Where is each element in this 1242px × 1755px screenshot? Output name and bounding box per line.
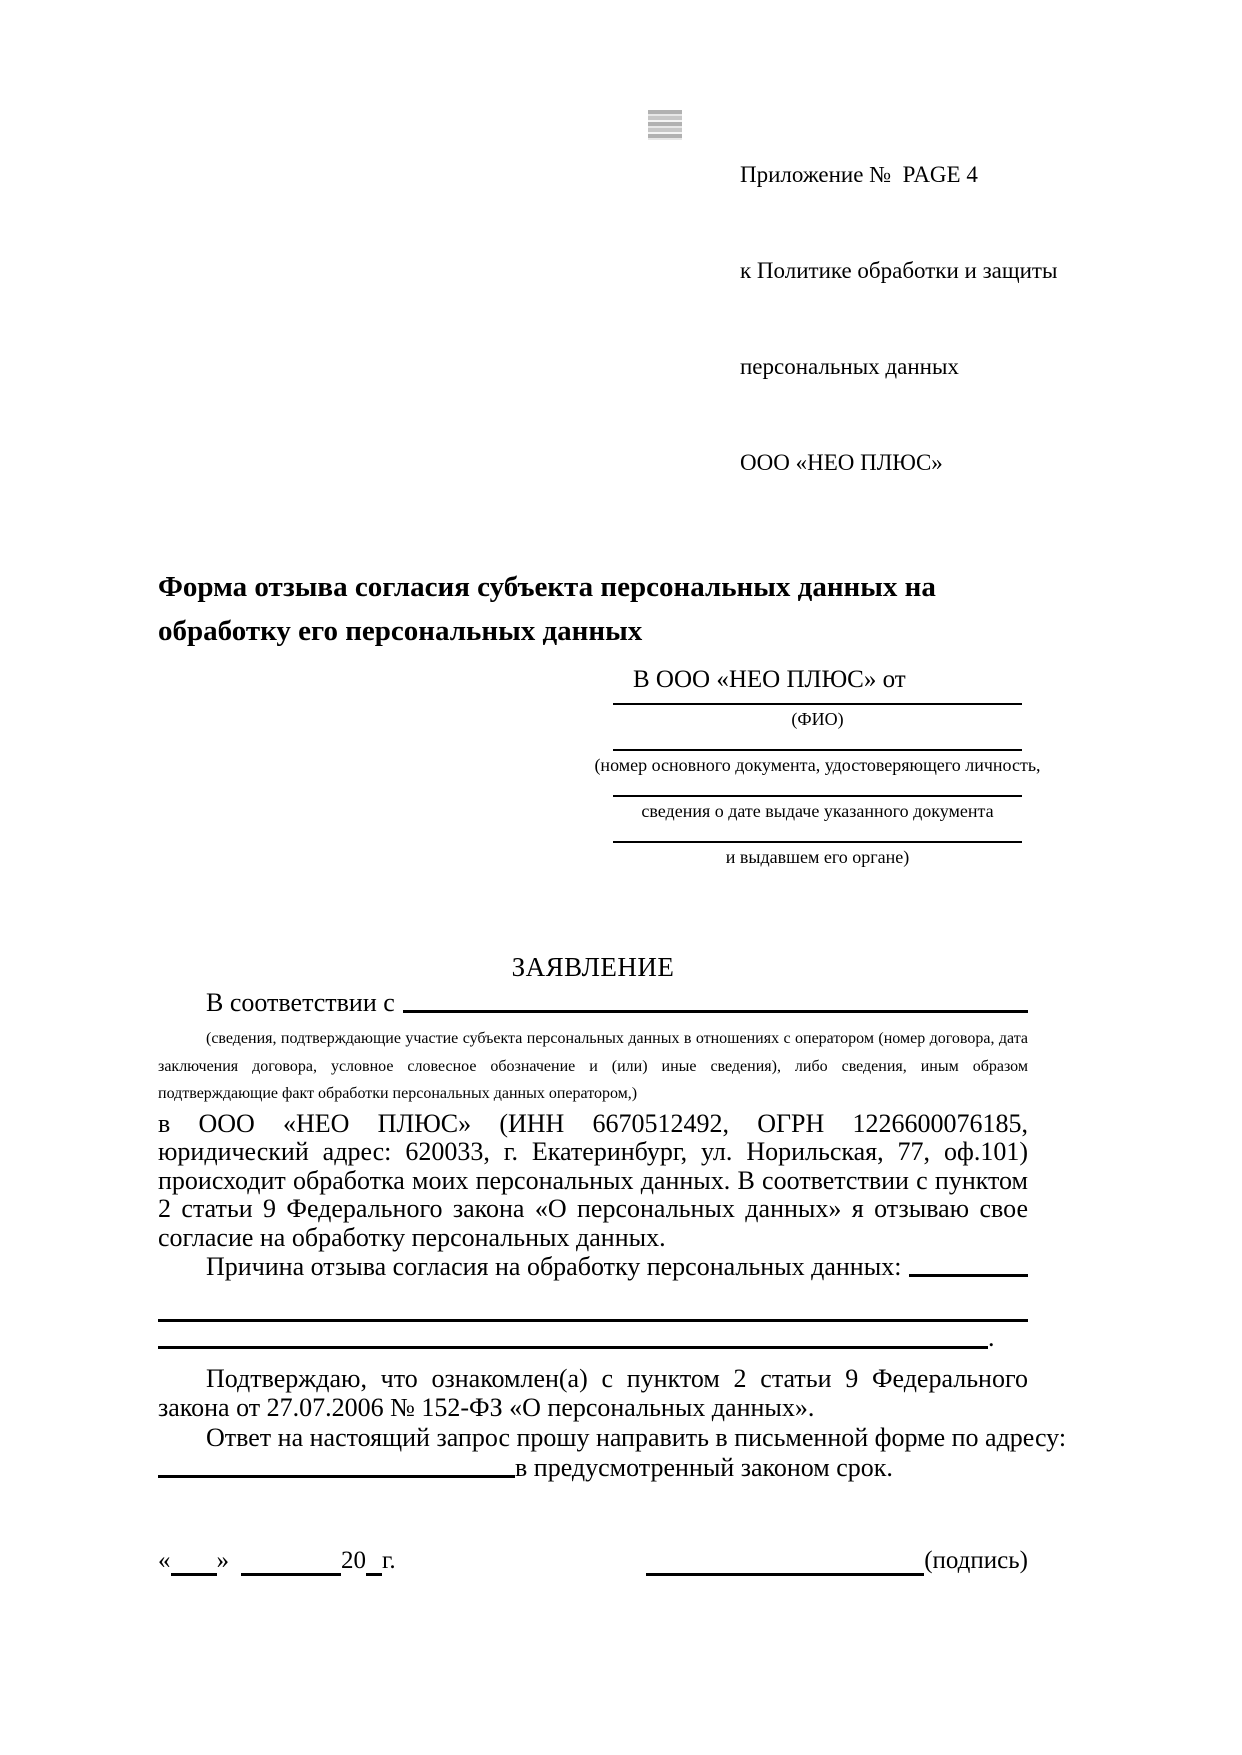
statement-heading: ЗАЯВЛЕНИЕ [511,952,675,982]
blurred-text-artifact [648,110,682,140]
basis-prefix: В соответствии с [206,988,395,1017]
date-close-quote: » [216,1546,229,1574]
year-input-line[interactable] [366,1556,382,1576]
header-line-policy: к Политике обработки и защиты [740,258,1058,283]
addressee-block [594,665,1041,868]
header-line-company: ООО «НЕО ПЛЮС» [740,450,943,475]
issuing-authority-input-line[interactable] [613,841,1022,843]
reply-suffix: в предусмотренный законом срок. [515,1452,893,1482]
month-input-line[interactable] [241,1556,341,1576]
header-line-personal-data: персональных данных [740,354,959,379]
issuing-authority-label: и выдавшем его органе) [725,847,910,867]
fio-field [613,703,1022,730]
addressee-to-line: В ООО «НЕО ПЛЮС» от [633,666,906,693]
reply-address-input-line[interactable] [158,1475,515,1478]
date-open-quote: « [158,1546,171,1574]
issue-date-label: сведения о дате выдаче указанного документа [641,801,994,821]
issue-date-field [613,795,1022,822]
year-suffix: г. [382,1546,396,1574]
document-number-label: (номер основного документа, удостоверяющего личность, [594,755,1041,775]
statement-body: в ООО «НЕО ПЛЮС» (ИНН 6670512492, ОГРН 1226600076185, юридический адрес: 620033, г. Екатеринбург, ул. Норильская, 77, оф.101) происходит обработка моих персональных данных. В соответствии с пунктом 2 статьи 9 Федерального закона «О персональных данных» я отзываю свое согласие на обработку персональных данных. [158,1108,1028,1252]
signature-label: (подпись) [924,1546,1028,1574]
date-group [158,1546,396,1576]
basis-row [158,988,1028,1017]
day-input-line[interactable] [171,1556,217,1576]
document-title: Форма отзыва согласия субъекта персональных данных на обработку его персональных данных [158,571,936,647]
signature-row [158,1546,1028,1576]
year-prefix: 20 [341,1546,366,1574]
reason-input-line-3[interactable] [158,1346,988,1349]
fine-print-note: (сведения, подтверждающие участие субъекта персональных данных в отношениях с оператором (номер договора, дата заключения договора, условное словесное обозначение и (или) иные сведения), либо сведения, иным образом подтверждающие факт обработки персональных данных оператором,) [158,1030,1028,1102]
issue-date-input-line[interactable] [613,795,1022,797]
fio-label: (ФИО) [791,709,844,729]
reason-input-line-2[interactable] [158,1319,1028,1322]
signature-group [646,1546,1028,1576]
signature-input-line[interactable] [646,1556,924,1576]
header-reference-block [740,95,1058,543]
reason-prefix: Причина отзыва согласия на обработку персональных данных: [206,1252,902,1281]
header-line-appendix: Приложение № PAGE 4 [740,162,978,187]
reason-input-line[interactable] [909,1274,1028,1277]
issuing-authority-field [613,841,1022,868]
document-number-field [594,749,1041,776]
reason-blank-row-1 [158,1291,1028,1322]
reply-request-line: Ответ на настоящий запрос прошу направить в письменной форме по адресу: [206,1423,1067,1452]
reason-period: . [988,1323,995,1352]
document-number-input-line[interactable] [613,749,1022,751]
basis-input-line[interactable] [403,1010,1028,1013]
reason-row [158,1252,1028,1281]
reply-address-row [158,1453,1028,1482]
fio-input-line[interactable] [613,703,1022,705]
confirmation-paragraph: Подтверждаю, что ознакомлен(а) с пунктом 2 статьи 9 Федерального закона от 27.07.2006 № 152-ФЗ «О персональных данных». [158,1364,1028,1422]
reason-blank-row-2 [158,1322,1028,1353]
